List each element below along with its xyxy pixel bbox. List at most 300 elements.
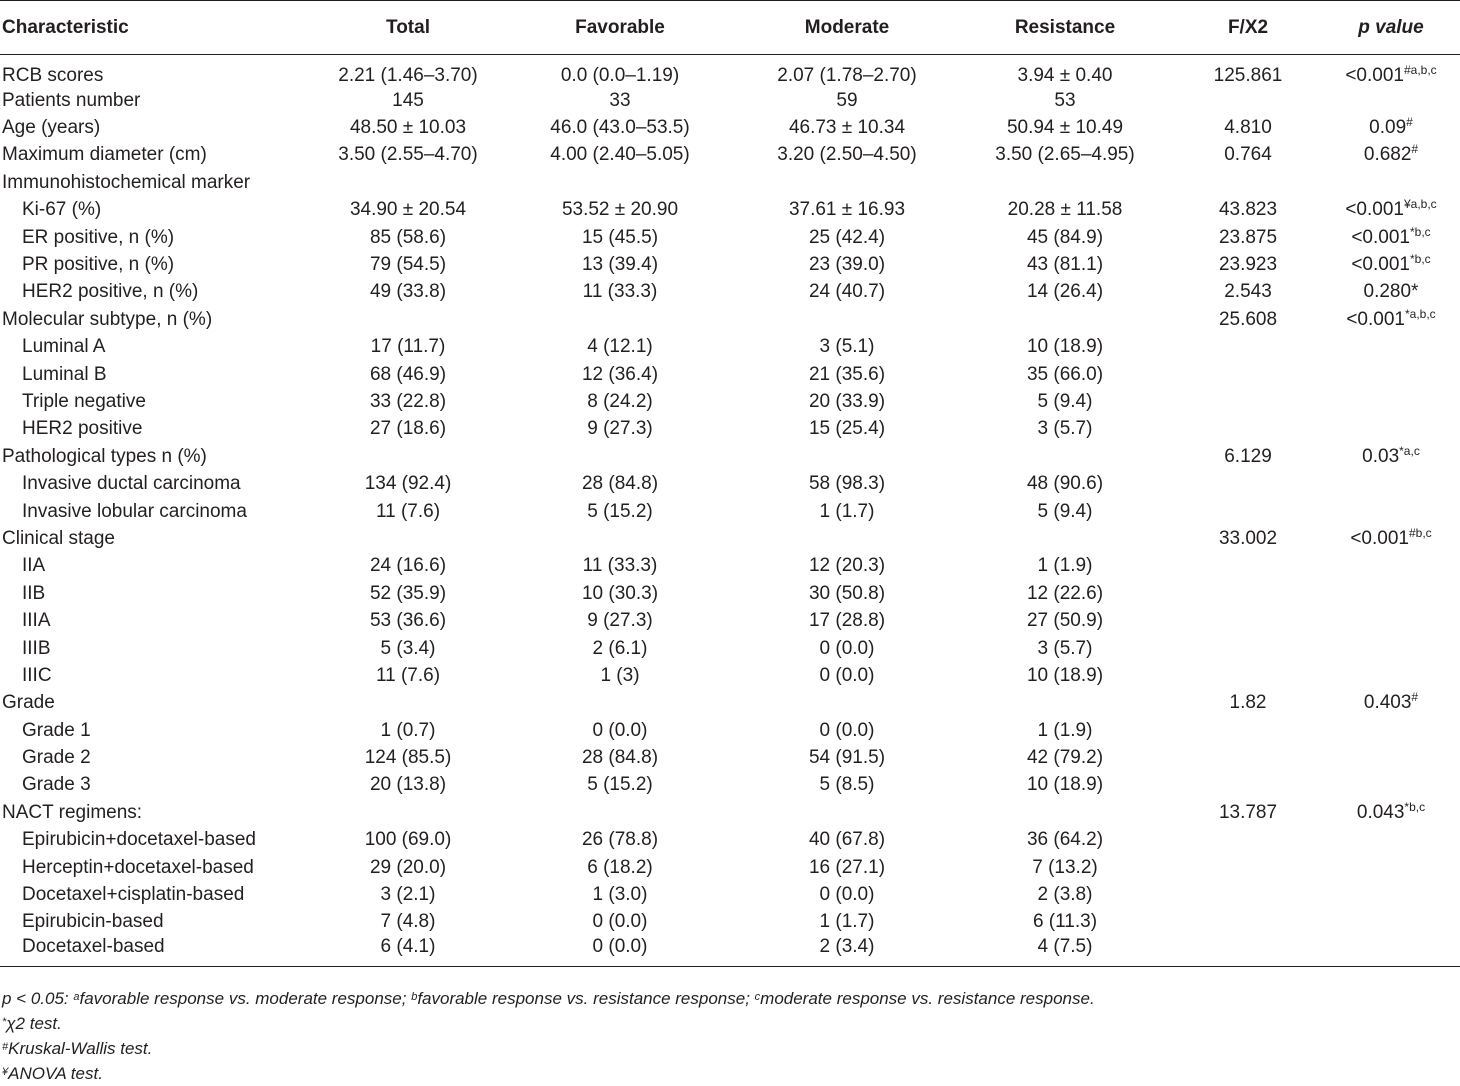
table-row — [0, 690, 1460, 717]
cell-total: 20 (13.8) — [369, 774, 447, 796]
cell-favorable — [502, 799, 738, 826]
cell-f-x2 — [1174, 470, 1322, 497]
cell-resistance: 45 (84.9) — [1026, 226, 1104, 248]
cell-f-x2: 6.129 — [1224, 445, 1272, 467]
footnote-significance — [2, 986, 1095, 1011]
cell-resistance: 43 (81.1) — [1026, 254, 1104, 276]
cell-p-value — [1322, 827, 1460, 854]
table-row — [0, 881, 1460, 908]
header-row — [0, 1, 1460, 55]
p-value-text: 0.682 — [1363, 144, 1412, 166]
cell-moderate: 59 — [836, 89, 858, 111]
header-characteristic: Characteristic — [0, 1, 314, 55]
cell-favorable: 1 (3) — [600, 664, 640, 686]
p-value-superscript: *b,c — [1409, 224, 1431, 239]
cell-p-value — [1322, 744, 1460, 771]
footnote-anova — [2, 1061, 1095, 1086]
table-row — [0, 827, 1460, 854]
table-row — [0, 388, 1460, 415]
cell-total: 134 (92.4) — [364, 473, 452, 495]
table-row — [0, 334, 1460, 361]
cell-total: 7 (4.8) — [380, 911, 436, 933]
cell-p-value — [1322, 251, 1460, 278]
cell-moderate: 12 (20.3) — [808, 555, 886, 577]
cell-moderate — [738, 169, 956, 196]
cell-f-x2 — [1174, 772, 1322, 799]
cell-total: 48.50 ± 10.03 — [349, 117, 467, 139]
p-value-text: 0.043 — [1356, 801, 1405, 823]
cell-p-value — [1322, 306, 1460, 333]
p-value-text: 0.403 — [1363, 692, 1412, 714]
footnote-chi-text: χ2 test. — [6, 1014, 62, 1033]
cell-moderate: 3.20 (2.50–4.50) — [777, 144, 917, 166]
cell-moderate: 0 (0.0) — [819, 637, 875, 659]
cell-resistance: 7 (13.2) — [1032, 856, 1098, 878]
cell-favorable: 15 (45.5) — [581, 226, 659, 248]
cell-f-x2 — [1174, 361, 1322, 388]
footnote-sup-a: a — [73, 991, 80, 1003]
cell-resistance: 3.94 ± 0.40 — [1017, 65, 1113, 86]
cell-moderate: 0 (0.0) — [819, 719, 875, 741]
table-row — [0, 607, 1460, 634]
table-row — [0, 909, 1460, 936]
table-footnotes — [2, 986, 1095, 1086]
cell-p-value — [1322, 909, 1460, 936]
cell-resistance: 10 (18.9) — [1026, 664, 1104, 686]
p-value-superscript: *a,b,c — [1404, 306, 1436, 321]
cell-p-value — [1322, 142, 1460, 169]
table-row — [0, 799, 1460, 826]
p-value-text: <0.001 — [1346, 308, 1405, 330]
cell-p-value — [1322, 662, 1460, 689]
cell-p-value — [1322, 799, 1460, 826]
cell-p-value — [1322, 635, 1460, 662]
cell-moderate: 21 (35.6) — [808, 363, 886, 385]
cell-resistance: 10 (18.9) — [1026, 336, 1104, 358]
cell-p-value — [1322, 55, 1460, 88]
footnote-sup-b: b — [411, 991, 418, 1003]
row-label: Grade — [2, 692, 55, 714]
cell-resistance — [956, 443, 1174, 470]
cell-favorable: 9 (27.3) — [587, 418, 653, 440]
table-row — [0, 169, 1460, 196]
cell-moderate: 40 (67.8) — [808, 829, 886, 851]
footnote-star: * — [2, 1016, 7, 1028]
cell-f-x2 — [1174, 909, 1322, 936]
cell-resistance: 42 (79.2) — [1026, 747, 1104, 769]
cell-p-value — [1322, 525, 1460, 552]
header-p-value — [1322, 1, 1460, 55]
header-moderate: Moderate — [738, 1, 956, 55]
p-value-superscript: #b,c — [1408, 525, 1432, 540]
cell-p-value — [1322, 388, 1460, 415]
cell-moderate: 37.61 ± 16.93 — [788, 199, 906, 221]
cell-moderate: 16 (27.1) — [808, 856, 886, 878]
row-label: PR positive, n (%) — [22, 254, 175, 276]
cell-resistance — [956, 169, 1174, 196]
cell-favorable: 28 (84.8) — [581, 473, 659, 495]
table-row — [0, 744, 1460, 771]
cell-favorable: 4 (12.1) — [587, 336, 653, 358]
p-value-text: <0.001 — [1351, 226, 1410, 248]
cell-total — [314, 525, 502, 552]
cell-p-value — [1322, 690, 1460, 717]
table-row — [0, 854, 1460, 881]
cell-f-x2: 23.923 — [1218, 254, 1278, 276]
cell-f-x2: 4.810 — [1224, 117, 1272, 139]
table-row — [0, 717, 1460, 744]
p-value-text: 0.280* — [1363, 281, 1419, 303]
row-label: NACT regimens: — [2, 801, 143, 823]
row-label: Ki-67 (%) — [22, 199, 102, 221]
cell-resistance: 3 (5.7) — [1037, 418, 1093, 440]
cell-p-value — [1322, 607, 1460, 634]
table-row — [0, 498, 1460, 525]
p-value-text: <0.001 — [1351, 254, 1410, 276]
cell-favorable: 33 — [609, 89, 631, 111]
cell-moderate: 2.07 (1.78–2.70) — [777, 65, 917, 86]
cell-moderate: 25 (42.4) — [808, 226, 886, 248]
cell-p-value — [1322, 224, 1460, 251]
cell-moderate: 24 (40.7) — [808, 281, 886, 303]
row-label: Immunohistochemical marker — [2, 171, 251, 193]
p-value-text: <0.001 — [1345, 199, 1404, 221]
row-label: Grade 1 — [22, 719, 91, 741]
cell-favorable: 8 (24.2) — [587, 390, 653, 412]
row-label: IIB — [22, 582, 46, 604]
table-row — [0, 470, 1460, 497]
table-row — [0, 553, 1460, 580]
header-f-x2: F/X2 — [1174, 1, 1322, 55]
table-row — [0, 114, 1460, 141]
cell-f-x2: 33.002 — [1218, 527, 1278, 549]
cell-total: 27 (18.6) — [369, 418, 447, 440]
cell-favorable: 0 (0.0) — [502, 936, 738, 967]
table-row — [0, 635, 1460, 662]
cell-f-x2: 1.82 — [1229, 692, 1267, 714]
row-label: IIIC — [22, 664, 52, 686]
cell-total — [314, 690, 502, 717]
cell-resistance: 20.28 ± 11.58 — [1007, 199, 1123, 221]
cell-f-x2 — [1174, 936, 1322, 967]
cell-moderate: 1 (1.7) — [819, 911, 875, 933]
cell-p-value — [1322, 114, 1460, 141]
cell-total: 68 (46.9) — [369, 363, 447, 385]
cell-f-x2: 125.861 — [1213, 65, 1283, 86]
footnote-kruskal — [2, 1036, 1095, 1061]
cell-resistance: 27 (50.9) — [1026, 610, 1104, 632]
table-row — [0, 443, 1460, 470]
cell-total: 3 (2.1) — [380, 884, 436, 906]
footnote-yen: ¥ — [2, 1066, 9, 1078]
row-label: Molecular subtype, n (%) — [2, 308, 213, 330]
cell-total: 52 (35.9) — [369, 582, 447, 604]
cell-moderate: 30 (50.8) — [808, 582, 886, 604]
cell-moderate: 17 (28.8) — [808, 610, 886, 632]
cell-p-value — [1322, 772, 1460, 799]
header-resistance: Resistance — [956, 1, 1174, 55]
cell-total: 11 (7.6) — [375, 500, 441, 522]
cell-favorable: 53.52 ± 20.90 — [561, 199, 679, 221]
cell-f-x2 — [1174, 635, 1322, 662]
cell-moderate: 15 (25.4) — [808, 418, 886, 440]
cell-moderate — [738, 525, 956, 552]
cell-moderate: 0 (0.0) — [819, 664, 875, 686]
cell-moderate: 46.73 ± 10.34 — [788, 117, 906, 139]
cell-total: 11 (7.6) — [375, 664, 441, 686]
cell-resistance: 48 (90.6) — [1026, 473, 1104, 495]
row-label: Pathological types n (%) — [2, 445, 207, 467]
cell-total: 2.21 (1.46–3.70) — [338, 65, 478, 86]
cell-resistance: 6 (11.3) — [1032, 911, 1098, 933]
p-value-text: 0.03 — [1362, 445, 1400, 467]
cell-resistance: 14 (26.4) — [1026, 281, 1104, 303]
row-label: HER2 positive — [22, 418, 143, 440]
cell-p-value — [1322, 498, 1460, 525]
cell-resistance — [956, 525, 1174, 552]
cell-f-x2 — [1174, 662, 1322, 689]
cell-favorable: 11 (33.3) — [582, 555, 658, 577]
cell-total: 49 (33.8) — [369, 281, 447, 303]
cell-p-value — [1322, 197, 1460, 224]
table-row — [0, 525, 1460, 552]
cell-resistance: 36 (64.2) — [1026, 829, 1104, 851]
cell-favorable — [502, 525, 738, 552]
table-body — [0, 55, 1460, 967]
cell-p-value — [1322, 169, 1460, 196]
cell-moderate — [738, 306, 956, 333]
row-label: Triple negative — [22, 390, 146, 412]
table-row — [0, 197, 1460, 224]
row-label: Clinical stage — [2, 527, 115, 549]
cell-f-x2 — [1174, 881, 1322, 908]
row-label: Luminal A — [22, 336, 106, 358]
row-label: Maximum diameter (cm) — [2, 144, 207, 166]
row-label: Invasive ductal carcinoma — [22, 473, 241, 495]
cell-f-x2: 0.764 — [1224, 144, 1272, 166]
cell-resistance: 4 (7.5) — [956, 936, 1174, 967]
p-value-text: <0.001 — [1350, 527, 1409, 549]
footnote-text-a: favorable response vs. moderate response; — [79, 989, 412, 1008]
cell-total: 145 — [392, 89, 424, 111]
footnote-anova-text: ANOVA test. — [8, 1064, 103, 1083]
row-label: HER2 positive, n (%) — [22, 281, 199, 303]
cell-favorable: 0 (0.0) — [592, 719, 648, 741]
cell-moderate: 0 (0.0) — [819, 884, 875, 906]
cell-moderate: 20 (33.9) — [808, 390, 886, 412]
cell-p-value — [1322, 334, 1460, 361]
table-row — [0, 87, 1460, 114]
row-label: Age (years) — [2, 117, 101, 139]
row-label: IIA — [22, 555, 46, 577]
cell-total — [314, 306, 502, 333]
cell-p-value — [1322, 854, 1460, 881]
cell-total: 5 (3.4) — [380, 637, 436, 659]
cell-f-x2 — [1174, 334, 1322, 361]
p-value-superscript: ¥a,b,c — [1403, 197, 1437, 212]
cell-favorable: 10 (30.3) — [581, 582, 659, 604]
p-value-superscript: # — [1406, 115, 1413, 130]
table-row — [0, 251, 1460, 278]
cell-f-x2 — [1174, 388, 1322, 415]
cell-favorable: 6 (18.2) — [587, 856, 653, 878]
cell-p-value — [1322, 936, 1460, 967]
footnote-hash: # — [2, 1041, 9, 1053]
row-label: RCB scores — [2, 65, 104, 86]
cell-resistance: 12 (22.6) — [1026, 582, 1104, 604]
cell-favorable: 5 (15.2) — [587, 500, 653, 522]
cell-total: 3.50 (2.55–4.70) — [338, 144, 478, 166]
header-p-value-text: p value — [1358, 16, 1424, 38]
cell-total: 33 (22.8) — [369, 390, 447, 412]
cell-favorable: 5 (15.2) — [587, 774, 653, 796]
table-row — [0, 55, 1460, 88]
cell-f-x2 — [1174, 553, 1322, 580]
cell-moderate — [738, 799, 956, 826]
cell-p-value — [1322, 580, 1460, 607]
cell-p-value — [1322, 553, 1460, 580]
cell-f-x2: 43.823 — [1218, 199, 1278, 221]
cell-resistance: 1 (1.9) — [1037, 719, 1093, 741]
cell-resistance: 5 (9.4) — [1037, 500, 1093, 522]
p-value-superscript: # — [1411, 690, 1419, 705]
cell-favorable: 4.00 (2.40–5.05) — [550, 144, 690, 166]
footnote-chi-square — [2, 1011, 1095, 1036]
cell-resistance: 1 (1.9) — [1037, 555, 1093, 577]
cell-moderate: 23 (39.0) — [808, 254, 886, 276]
cell-f-x2: 13.787 — [1218, 801, 1278, 823]
cell-total: 34.90 ± 20.54 — [349, 199, 467, 221]
cell-resistance: 5 (9.4) — [1037, 390, 1093, 412]
cell-resistance: 3.50 (2.65–4.95) — [995, 144, 1135, 166]
cell-resistance: 53 — [1054, 89, 1076, 111]
cell-favorable: 0.0 (0.0–1.19) — [560, 65, 680, 86]
cell-f-x2 — [1174, 580, 1322, 607]
cell-p-value — [1322, 443, 1460, 470]
cell-p-value — [1322, 470, 1460, 497]
cell-favorable: 28 (84.8) — [581, 747, 659, 769]
p-value-superscript: *b,c — [1404, 799, 1426, 814]
cell-f-x2: 23.875 — [1218, 226, 1278, 248]
cell-moderate — [738, 690, 956, 717]
row-label: Docetaxel-based — [0, 936, 314, 967]
table-row — [0, 936, 1460, 967]
cell-resistance — [956, 690, 1174, 717]
table-row — [0, 662, 1460, 689]
cell-total: 53 (36.6) — [369, 610, 447, 632]
cell-resistance: 2 (3.8) — [1037, 884, 1093, 906]
cell-f-x2 — [1174, 169, 1322, 196]
cell-f-x2 — [1174, 87, 1322, 114]
cell-moderate — [738, 443, 956, 470]
cell-resistance — [956, 799, 1174, 826]
row-label: IIIA — [22, 610, 51, 632]
row-label: Luminal B — [22, 363, 107, 385]
cell-total: 100 (69.0) — [364, 829, 452, 851]
row-label: Grade 3 — [22, 774, 91, 796]
cell-total: 29 (20.0) — [369, 856, 447, 878]
cell-favorable: 13 (39.4) — [581, 254, 659, 276]
row-label: Grade 2 — [22, 747, 91, 769]
cell-p-value — [1322, 279, 1460, 306]
table-row — [0, 224, 1460, 251]
header-favorable: Favorable — [502, 1, 738, 55]
cell-total: 24 (16.6) — [369, 555, 447, 577]
table-row — [0, 772, 1460, 799]
row-label: Patients number — [2, 89, 141, 111]
cell-total: 17 (11.7) — [370, 336, 446, 358]
row-label: Epirubicin-based — [22, 911, 164, 933]
cell-total — [314, 169, 502, 196]
cell-resistance: 3 (5.7) — [1037, 637, 1093, 659]
cell-favorable: 12 (36.4) — [581, 363, 659, 385]
cell-favorable: 9 (27.3) — [587, 610, 653, 632]
cell-resistance: 35 (66.0) — [1026, 363, 1104, 385]
p-value-superscript: *b,c — [1409, 252, 1431, 267]
row-label: Docetaxel+cisplatin-based — [22, 884, 245, 906]
cell-resistance: 50.94 ± 10.49 — [1006, 117, 1124, 139]
cell-moderate: 54 (91.5) — [808, 747, 886, 769]
cell-p-value — [1322, 361, 1460, 388]
cell-favorable: 26 (78.8) — [581, 829, 659, 851]
cell-resistance: 10 (18.9) — [1026, 774, 1104, 796]
cell-total — [314, 443, 502, 470]
cell-f-x2 — [1174, 498, 1322, 525]
p-value-superscript: #a,b,c — [1403, 63, 1437, 77]
cell-f-x2 — [1174, 827, 1322, 854]
p-value-text: <0.001 — [1345, 65, 1404, 86]
table-row — [0, 306, 1460, 333]
table-row — [0, 142, 1460, 169]
row-label: IIIB — [22, 637, 51, 659]
cell-p-value — [1322, 881, 1460, 908]
cell-f-x2 — [1174, 717, 1322, 744]
cell-total: 85 (58.6) — [369, 226, 447, 248]
cell-favorable: 0 (0.0) — [592, 911, 648, 933]
cell-favorable — [502, 690, 738, 717]
cell-f-x2 — [1174, 607, 1322, 634]
table-row — [0, 279, 1460, 306]
cell-total — [314, 799, 502, 826]
p-value-superscript: # — [1411, 142, 1419, 157]
cell-favorable — [502, 306, 738, 333]
cell-moderate: 58 (98.3) — [808, 473, 886, 495]
cell-f-x2 — [1174, 416, 1322, 443]
row-label: ER positive, n (%) — [22, 226, 175, 248]
p-value-superscript: *a,c — [1399, 443, 1420, 458]
cell-f-x2 — [1174, 744, 1322, 771]
cell-f-x2 — [1174, 854, 1322, 881]
cell-total: 124 (85.5) — [364, 747, 452, 769]
cell-total: 6 (4.1) — [314, 936, 502, 967]
cell-favorable: 11 (33.3) — [582, 281, 658, 303]
cell-total: 1 (0.7) — [380, 719, 436, 741]
cell-favorable — [502, 169, 738, 196]
cell-favorable: 1 (3.0) — [592, 884, 648, 906]
footnote-text-b: favorable response vs. resistance response; — [417, 989, 755, 1008]
footnote-sup-c: c — [754, 991, 761, 1003]
cell-f-x2: 25.608 — [1218, 308, 1278, 330]
footnote-text-c: moderate response vs. resistance response. — [760, 989, 1095, 1008]
table-row — [0, 361, 1460, 388]
p-value-text: 0.09 — [1369, 117, 1407, 139]
cell-moderate: 1 (1.7) — [819, 500, 875, 522]
cell-moderate: 3 (5.1) — [819, 336, 875, 358]
cell-p-value — [1322, 87, 1460, 114]
table-row — [0, 580, 1460, 607]
cell-resistance — [956, 306, 1174, 333]
cell-f-x2: 2.543 — [1224, 281, 1272, 303]
